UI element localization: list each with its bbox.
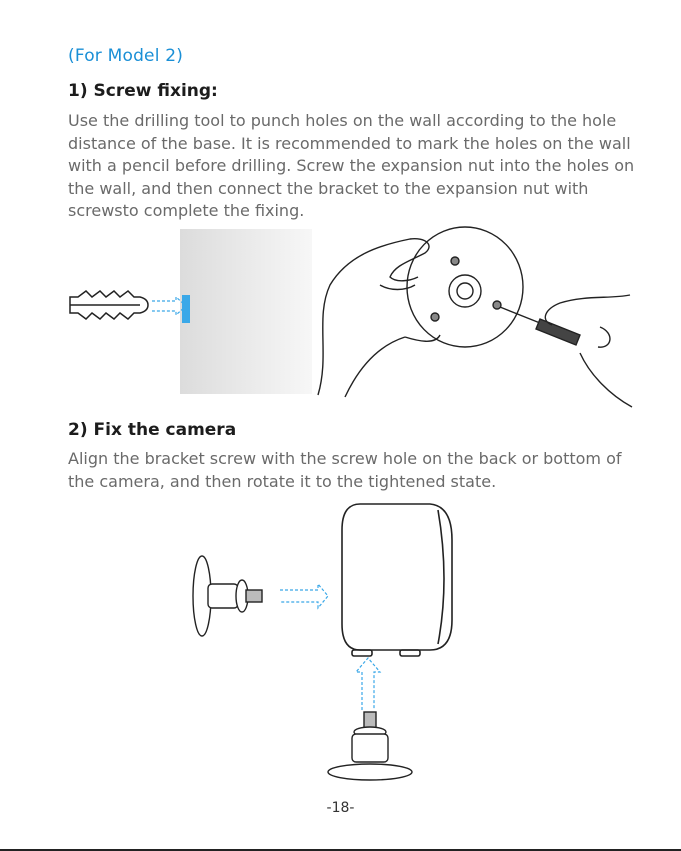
bracket-plate-icon — [407, 227, 523, 347]
page-number: -18- — [326, 800, 355, 816]
insert-arrow-icon — [152, 295, 190, 323]
step1-body: Use the drilling tool to punch holes on the wall according to the hole distance of the base. It is recommended to mark the holes on the wall with a pencil before drilling. Screw the expansion nut into the holes on the wall, and then connect the bracket to the expansion nut with screwsto complete the fixing. — [68, 111, 635, 220]
screw-fixing-illustration — [0, 225, 681, 425]
up-arrow-icon — [356, 658, 380, 710]
step2-body: Align the bracket screw with the screw hole on the back or bottom of the camera, and then rotate it to the tightened state. — [68, 449, 622, 491]
step2-heading: 2) Fix the camera — [68, 420, 237, 440]
wall-shape — [180, 229, 312, 394]
right-hand-icon — [545, 295, 632, 407]
model-heading: (For Model 2) — [68, 46, 184, 66]
right-arrow-icon — [280, 584, 328, 608]
step1-heading: 1) Screw fixing: — [68, 81, 218, 101]
bottom-bracket-icon — [328, 712, 412, 780]
side-bracket-icon — [193, 556, 262, 636]
fix-camera-illustration — [0, 500, 681, 790]
expansion-nut-icon — [70, 291, 148, 319]
camera-icon — [342, 504, 452, 656]
